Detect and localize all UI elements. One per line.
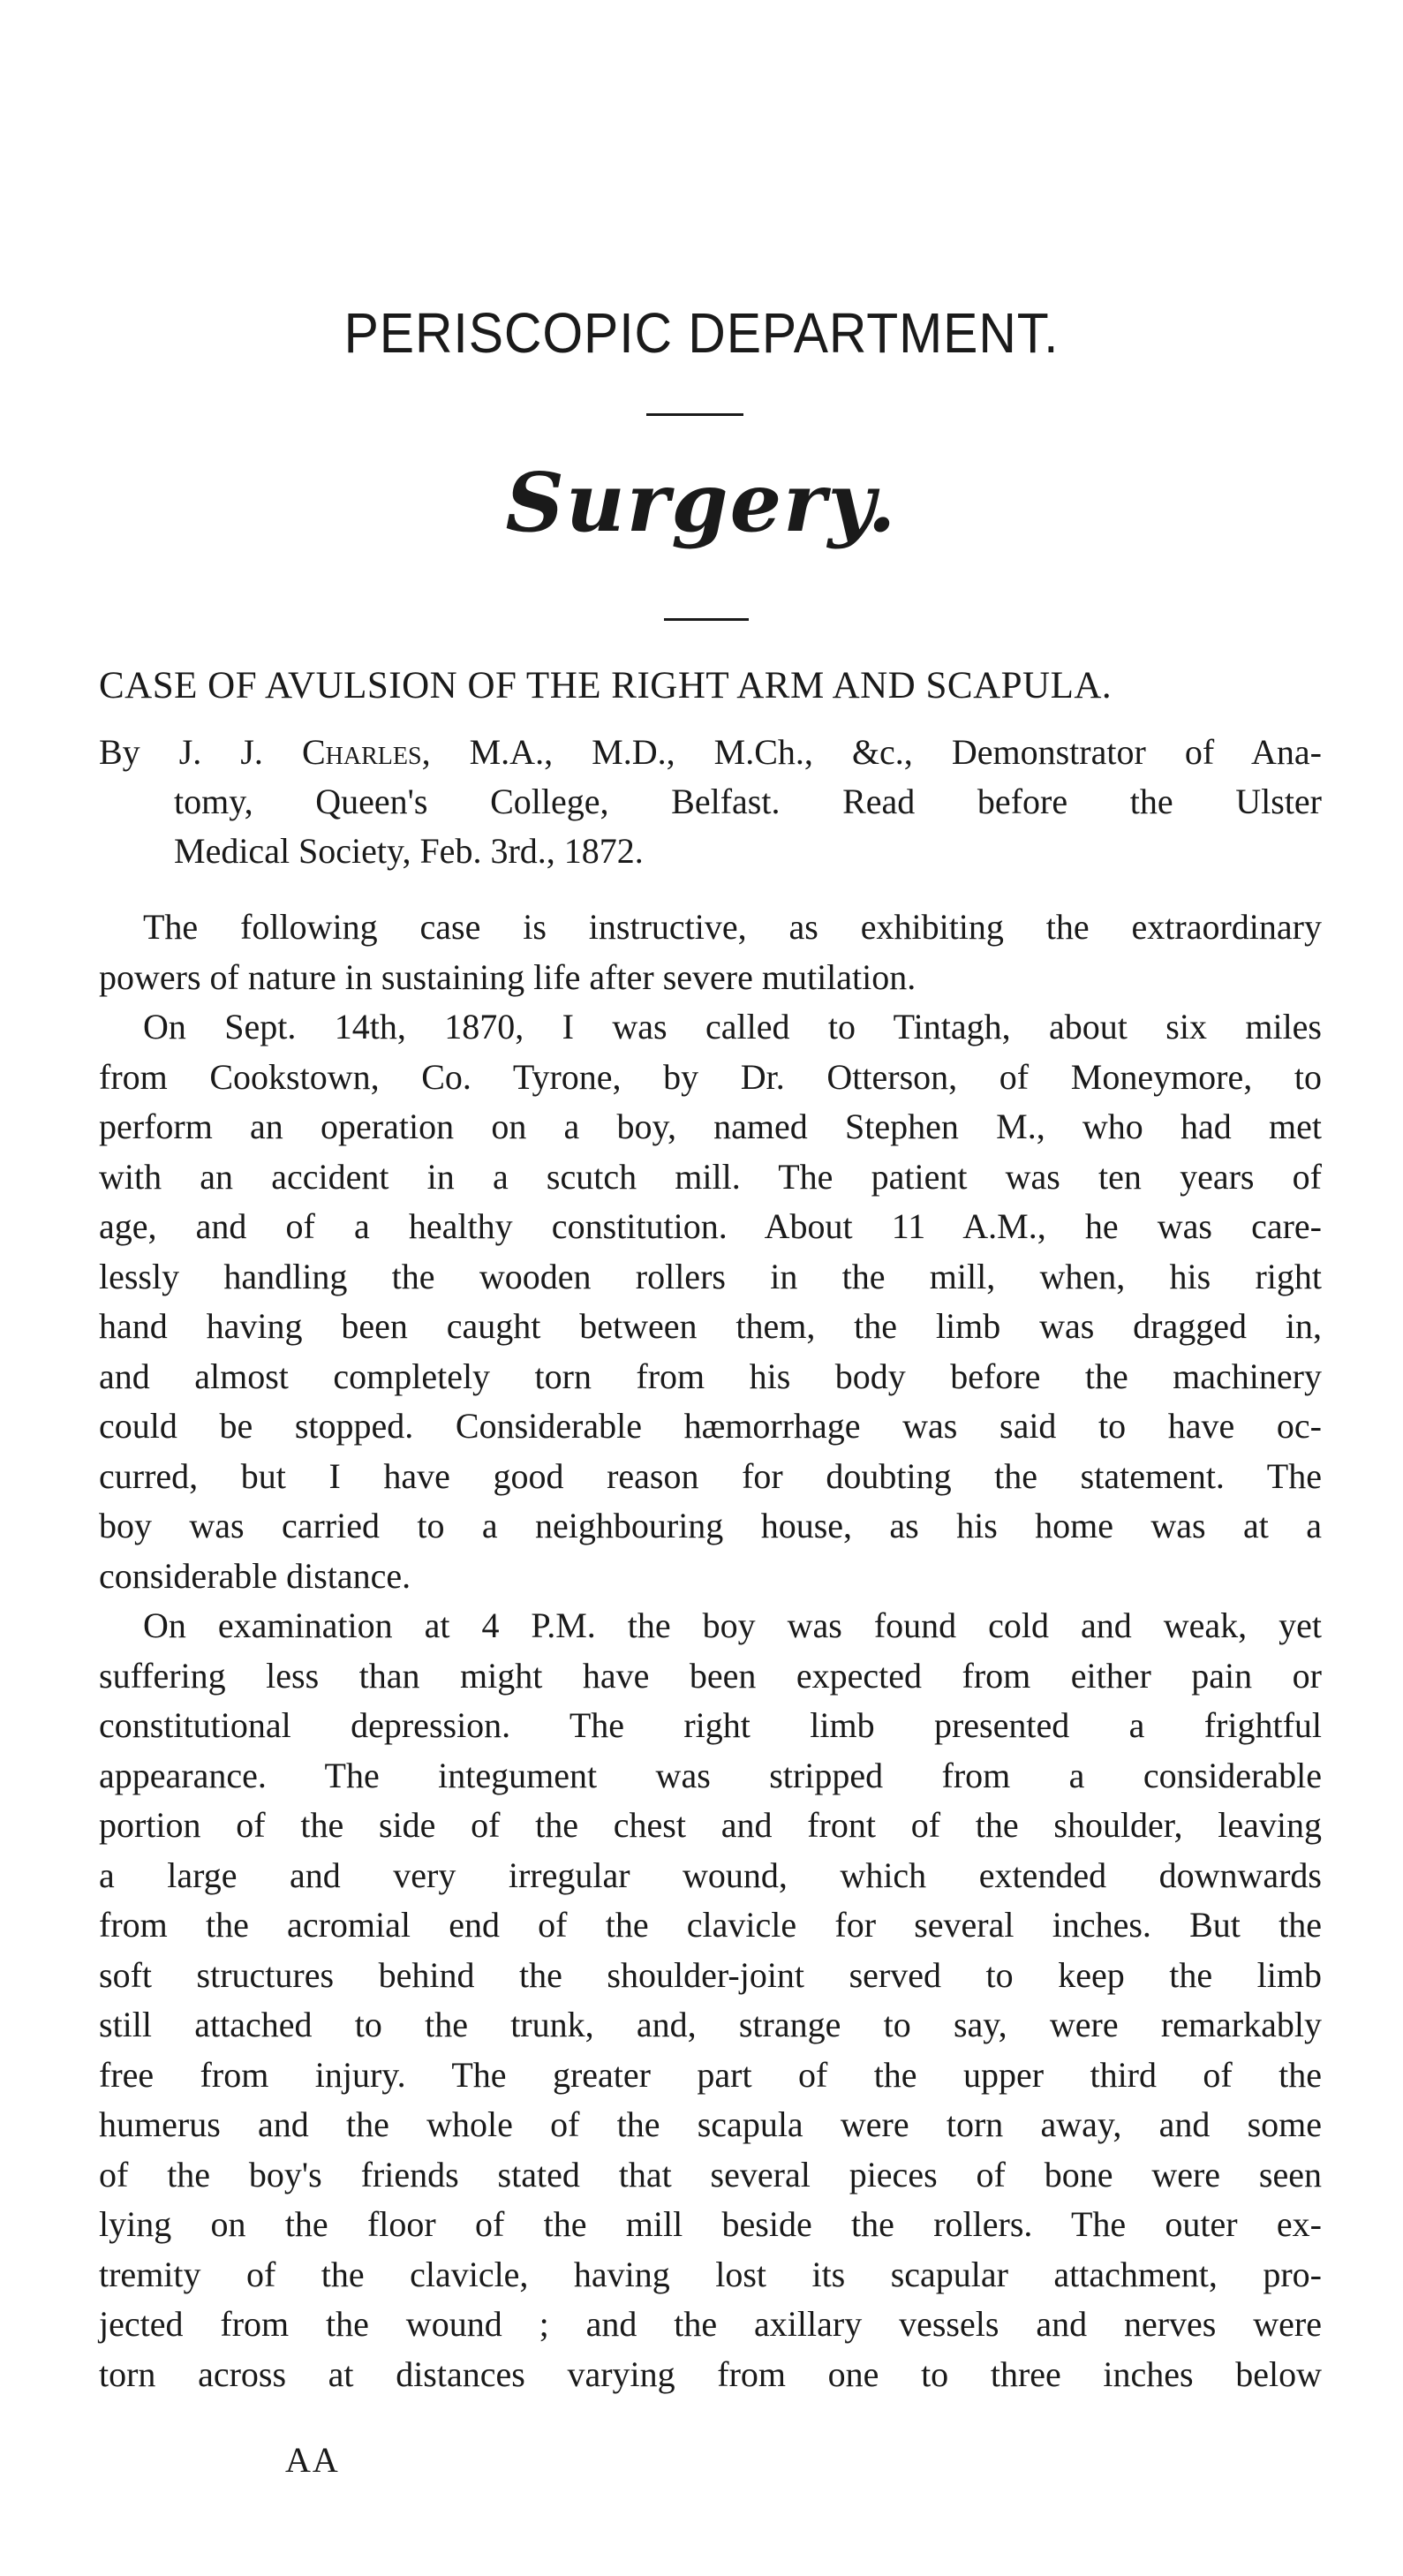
body-line: tremity of the clavicle, having lost its scapular attachment, pro- [99, 2254, 1322, 2294]
body-line: jected from the wound ; and the axillary vessels and nerves were [99, 2304, 1322, 2344]
body-line: and almost completely torn from his body before the machinery [99, 1356, 1322, 1396]
byline-line: tomy, Queen's College, Belfast. Read before the Ulster [174, 782, 1322, 821]
body-line: considerable distance. [99, 1555, 411, 1596]
body-line: curred, but I have good reason for doubting the statement. The [99, 1455, 1322, 1496]
body-line: On examination at 4 P.M. the boy was found cold and weak, yet [143, 1605, 1322, 1645]
body-line: appearance. The integument was stripped from a considerable [99, 1755, 1322, 1795]
body-line: torn across at distances varying from one to three inches below [99, 2353, 1322, 2394]
body-line: free from injury. The greater part of the upper third of the [99, 2054, 1322, 2095]
section-divider-rule [664, 618, 749, 621]
author-name: Charles [301, 732, 422, 772]
body-line: soft structures behind the shoulder-joint served to keep the limb [99, 1954, 1322, 1995]
body-line: from Cookstown, Co. Tyrone, by Dr. Otterson, of Moneymore, to [99, 1056, 1322, 1097]
section-heading: Surgery. [505, 455, 898, 550]
body-line: lying on the floor of the mill beside the rollers. The outer ex- [99, 2204, 1322, 2244]
body-line: age, and of a healthy constitution. About 11 A.M., he was care- [99, 1206, 1322, 1246]
title-divider-rule [646, 413, 743, 416]
article-byline [99, 728, 1322, 876]
byline-line: Medical Society, Feb. 3rd., 1872. [174, 831, 644, 871]
byline-prefix: By J. J. [99, 732, 302, 772]
body-line: could be stopped. Considerable hæmorrhage was said to have oc- [99, 1406, 1322, 1446]
body-line: constitutional depression. The right limb presented a frightful [99, 1705, 1322, 1745]
body-line: suffering less than might have been expected from either pain or [99, 1655, 1322, 1696]
body-line: powers of nature in sustaining life after severe mutilation. [99, 956, 916, 997]
body-line: of the boy's friends stated that several pieces of bone were seen [99, 2154, 1322, 2195]
signature-mark: AA [285, 2440, 340, 2480]
article-body [99, 903, 1322, 2399]
body-line: from the acromial end of the clavicle for several inches. But the [99, 1905, 1322, 1945]
body-line: with an accident in a scutch mill. The patient was ten years of [99, 1156, 1322, 1197]
body-line: still attached to the trunk, and, strange to say, were remarkably [99, 2005, 1322, 2044]
byline-credentials: , M.A., M.D., M.Ch., &c., Demonstrator of Ana- [421, 732, 1322, 772]
body-line: hand having been caught between them, the limb was dragged in, [99, 1306, 1322, 1346]
body-line: perform an operation on a boy, named Stephen M., who had met [99, 1107, 1322, 1146]
body-line: lessly handling the wooden rollers in the mill, when, his right [99, 1256, 1322, 1296]
byline-line [99, 728, 1322, 777]
body-line: humerus and the whole of the scapula were torn away, and some [99, 2104, 1322, 2144]
body-line: boy was carried to a neighbouring house, as his home was at a [99, 1506, 1322, 1545]
body-line: The following case is instructive, as exhibiting the extraordinary [143, 907, 1322, 947]
body-line: portion of the side of the chest and front of the shoulder, leaving [99, 1805, 1322, 1845]
article-title: CASE OF AVULSION OF THE RIGHT ARM AND SCAPULA. [99, 665, 1113, 706]
body-line: a large and very irregular wound, which extended downwards [99, 1855, 1322, 1895]
department-heading: PERISCOPIC DEPARTMENT. [343, 301, 1060, 365]
body-line: On Sept. 14th, 1870, I was called to Tintagh, about six miles [143, 1007, 1322, 1046]
